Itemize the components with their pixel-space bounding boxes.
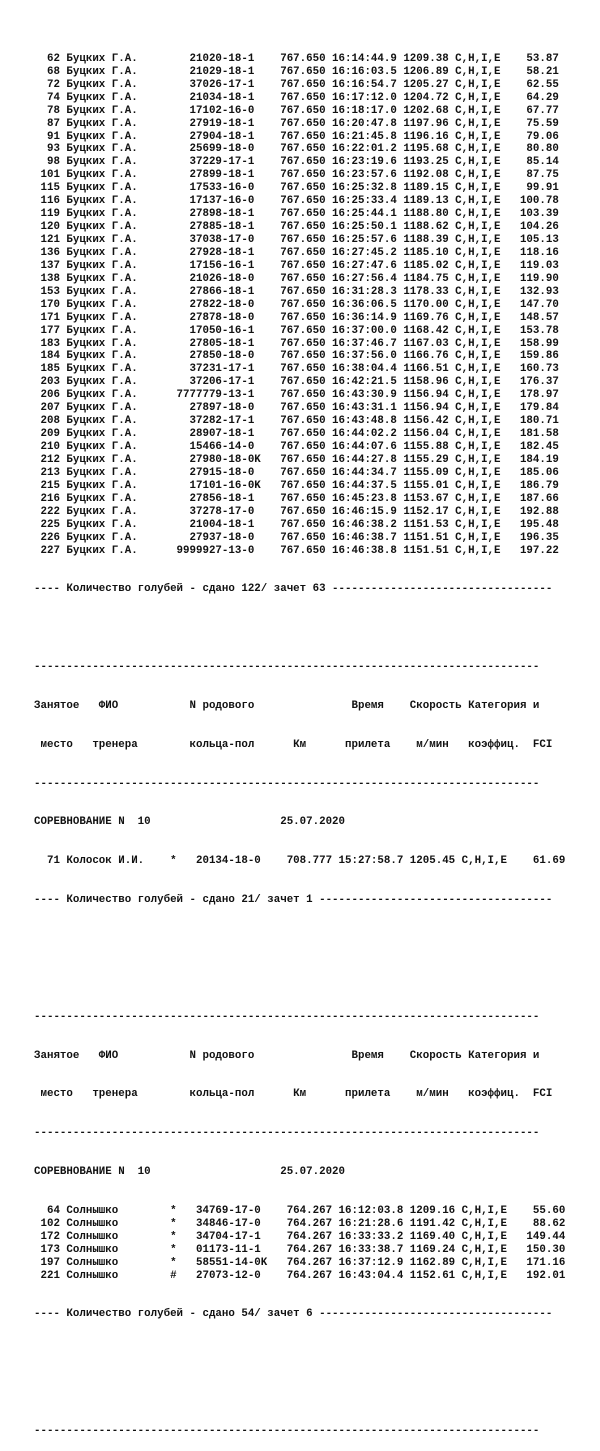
- section-1-rows: [34, 53, 565, 558]
- table-row: 206 Буцких Г.А. 7777779-13-1 767.650 16:43:30.9 1156.94 C,H,I,E 178.97: [34, 389, 559, 402]
- blank-line: [34, 972, 565, 985]
- table-row: 101 Буцких Г.А. 27899-18-1 767.650 16:23:57.6 1192.08 C,H,I,E 87.75: [34, 169, 559, 182]
- table-row: 203 Буцких Г.А. 37206-17-1 767.650 16:42:21.5 1158.96 C,H,I,E 176.37: [34, 376, 559, 389]
- table-row: 115 Буцких Г.А. 17533-16-0 767.650 16:25:32.8 1189.15 C,H,I,E 99.91: [34, 182, 559, 195]
- table-row: 78 Буцких Г.А. 17102-16-0 767.650 16:18:17.0 1202.68 C,H,I,E 67.77: [34, 104, 559, 117]
- table-row: 177 Буцких Г.А. 17050-16-1 767.650 16:37:00.0 1168.42 C,H,I,E 153.78: [34, 324, 559, 337]
- section-3-summary: ---- Количество голубей - сдано 54/ зачет 6 ------------------------------------: [34, 1308, 553, 1321]
- table-row: 91 Буцких Г.А. 27904-18-1 767.650 16:21:45.8 1196.16 C,H,I,E 79.06: [34, 130, 559, 143]
- table-row: 216 Буцких Г.А. 27856-18-1 767.650 16:45:23.8 1153.67 C,H,I,E 187.66: [34, 492, 559, 505]
- table-row: 184 Буцких Г.А. 27850-18-0 767.650 16:37:56.0 1166.76 C,H,I,E 159.86: [34, 350, 559, 363]
- table-row: 209 Буцких Г.А. 28907-18-1 767.650 16:44:02.2 1156.04 C,H,I,E 181.58: [34, 428, 559, 441]
- table-row: 207 Буцких Г.А. 27897-18-0 767.650 16:43:31.1 1156.94 C,H,I,E 179.84: [34, 402, 559, 415]
- section-2-header-line-2: место тренера кольца-пол Км прилета м/мин коэффиц. FCI: [34, 738, 553, 751]
- table-row: 208 Буцких Г.А. 37282-17-1 767.650 16:43:48.8 1156.42 C,H,I,E 180.71: [34, 415, 559, 428]
- table-row: 136 Буцких Г.А. 27928-18-1 767.650 16:27:45.2 1185.10 C,H,I,E 118.16: [34, 246, 559, 259]
- table-row: 172 Солнышко * 34704-17-1 764.267 16:33:33.2 1169.40 C,H,I,E 149.44: [34, 1230, 566, 1243]
- table-row: 102 Солнышко * 34846-17-0 764.267 16:21:28.6 1191.42 C,H,I,E 88.62: [34, 1217, 566, 1230]
- table-row: 68 Буцких Г.А. 21029-18-1 767.650 16:16:03.5 1206.89 C,H,I,E 58.21: [34, 65, 559, 78]
- section-2-header-line-1: Занятое ФИО N родового Время Скорость Категория и: [34, 699, 540, 712]
- table-row: 197 Солнышко * 58551-14-0K 764.267 16:37:12.9 1162.89 C,H,I,E 171.16: [34, 1256, 566, 1269]
- section-2-rule-mid: ------------------------------------------------------------------------------: [34, 777, 540, 790]
- table-row: 225 Буцких Г.А. 21004-18-1 767.650 16:46:38.2 1151.53 C,H,I,E 195.48: [34, 518, 559, 531]
- blank-line: [34, 1386, 565, 1399]
- table-row: 213 Буцких Г.А. 27915-18-0 767.650 16:44:34.7 1155.09 C,H,I,E 185.06: [34, 466, 559, 479]
- section-2-summary: ---- Количество голубей - сдано 21/ зачет 1 ------------------------------------: [34, 894, 553, 907]
- blank-line: [34, 622, 565, 635]
- blank-line: [34, 1347, 565, 1360]
- table-row: 121 Буцких Г.А. 37038-17-0 767.650 16:25:57.6 1188.39 C,H,I,E 105.13: [34, 234, 559, 247]
- table-row: 170 Буцких Г.А. 27822-18-0 767.650 16:36:06.5 1170.00 C,H,I,E 147.70: [34, 298, 559, 311]
- table-row: 137 Буцких Г.А. 17156-16-1 767.650 16:27:47.6 1185.02 C,H,I,E 119.03: [34, 259, 559, 272]
- table-row: 64 Солнышко * 34769-17-0 764.267 16:12:03.8 1209.16 C,H,I,E 55.60: [34, 1204, 566, 1217]
- section-3-rows: [34, 1205, 565, 1283]
- section-2-rule-top: ------------------------------------------------------------------------------: [34, 661, 540, 674]
- section-3-rule-top: ------------------------------------------------------------------------------: [34, 1010, 540, 1023]
- table-row: 116 Буцких Г.А. 17137-16-0 767.650 16:25:33.4 1189.13 C,H,I,E 100.78: [34, 195, 559, 208]
- table-row: 210 Буцких Г.А. 15466-14-0 767.650 16:44:07.6 1155.88 C,H,I,E 182.45: [34, 441, 559, 454]
- table-row: 185 Буцких Г.А. 37231-17-1 767.650 16:38:04.4 1166.51 C,H,I,E 160.73: [34, 363, 559, 376]
- table-row: 98 Буцких Г.А. 37229-17-1 767.650 16:23:19.6 1193.25 C,H,I,E 85.14: [34, 156, 559, 169]
- table-row: 171 Буцких Г.А. 27878-18-0 767.650 16:36:14.9 1169.76 C,H,I,E 148.57: [34, 311, 559, 324]
- table-row: 212 Буцких Г.А. 27980-18-0K 767.650 16:44:27.8 1155.29 C,H,I,E 184.19: [34, 453, 559, 466]
- blank-line: [34, 933, 565, 946]
- section-3-header-line-2: место тренера кольца-пол Км прилета м/мин коэффиц. FCI: [34, 1088, 553, 1101]
- table-row: 119 Буцких Г.А. 27898-18-1 767.650 16:25:44.1 1188.80 C,H,I,E 103.39: [34, 208, 559, 221]
- table-row: 183 Буцких Г.А. 27805-18-1 767.650 16:37:46.7 1167.03 C,H,I,E 158.99: [34, 337, 559, 350]
- table-row: 72 Буцких Г.А. 37026-17-1 767.650 16:16:54.7 1205.27 C,H,I,E 62.55: [34, 78, 559, 91]
- table-row: 93 Буцких Г.А. 25699-18-0 767.650 16:22:01.2 1195.68 C,H,I,E 80.80: [34, 143, 559, 156]
- table-row: 215 Буцких Г.А. 17101-16-0K 767.650 16:44:37.5 1155.01 C,H,I,E 186.79: [34, 479, 559, 492]
- table-row: 222 Буцких Г.А. 37278-17-0 767.650 16:46:15.9 1152.17 C,H,I,E 192.88: [34, 505, 559, 518]
- table-row: 227 Буцких Г.А. 9999927-13-0 767.650 16:46:38.8 1151.51 C,H,I,E 197.22: [34, 544, 559, 557]
- section-1-summary: ---- Количество голубей - сдано 122/ зачет 63 ----------------------------------: [34, 583, 553, 596]
- table-row: 62 Буцких Г.А. 21020-18-1 767.650 16:14:44.9 1209.38 C,H,I,E 53.87: [34, 52, 559, 65]
- section-3-header-line-1: Занятое ФИО N родового Время Скорость Категория и: [34, 1049, 540, 1062]
- table-row: 173 Солнышко * 01173-11-1 764.267 16:33:38.7 1169.24 C,H,I,E 150.30: [34, 1243, 566, 1256]
- table-row: 74 Буцких Г.А. 21034-18-1 767.650 16:17:12.0 1204.72 C,H,I,E 64.29: [34, 91, 559, 104]
- table-row: 71 Колосок И.И. * 20134-18-0 708.777 15:27:58.7 1205.45 C,H,I,E 61.69: [34, 855, 566, 868]
- section-3-competition: СОРЕВНОВАНИЕ N 10 25.07.2020: [34, 1166, 346, 1179]
- table-row: 138 Буцких Г.А. 21026-18-0 767.650 16:27:56.4 1184.75 C,H,I,E 119.90: [34, 272, 559, 285]
- table-row: 226 Буцких Г.А. 27937-18-0 767.650 16:46:38.7 1151.51 C,H,I,E 196.35: [34, 531, 559, 544]
- table-row: 87 Буцких Г.А. 27919-18-1 767.650 16:20:47.8 1197.96 C,H,I,E 75.59: [34, 117, 559, 130]
- table-row: 120 Буцких Г.А. 27885-18-1 767.650 16:25:50.1 1188.62 C,H,I,E 104.26: [34, 221, 559, 234]
- results-sheet: [34, 27, 565, 1451]
- footer-rule: ------------------------------------------------------------------------------: [34, 1424, 540, 1437]
- table-row: 153 Буцких Г.А. 27866-18-1 767.650 16:31:28.3 1178.33 C,H,I,E 132.93: [34, 285, 559, 298]
- section-2-competition: СОРЕВНОВАНИЕ N 10 25.07.2020: [34, 816, 346, 829]
- section-3-rule-mid: ------------------------------------------------------------------------------: [34, 1127, 540, 1140]
- table-row: 221 Солнышко # 27073-12-0 764.267 16:43:04.4 1152.61 C,H,I,E 192.01: [34, 1269, 566, 1282]
